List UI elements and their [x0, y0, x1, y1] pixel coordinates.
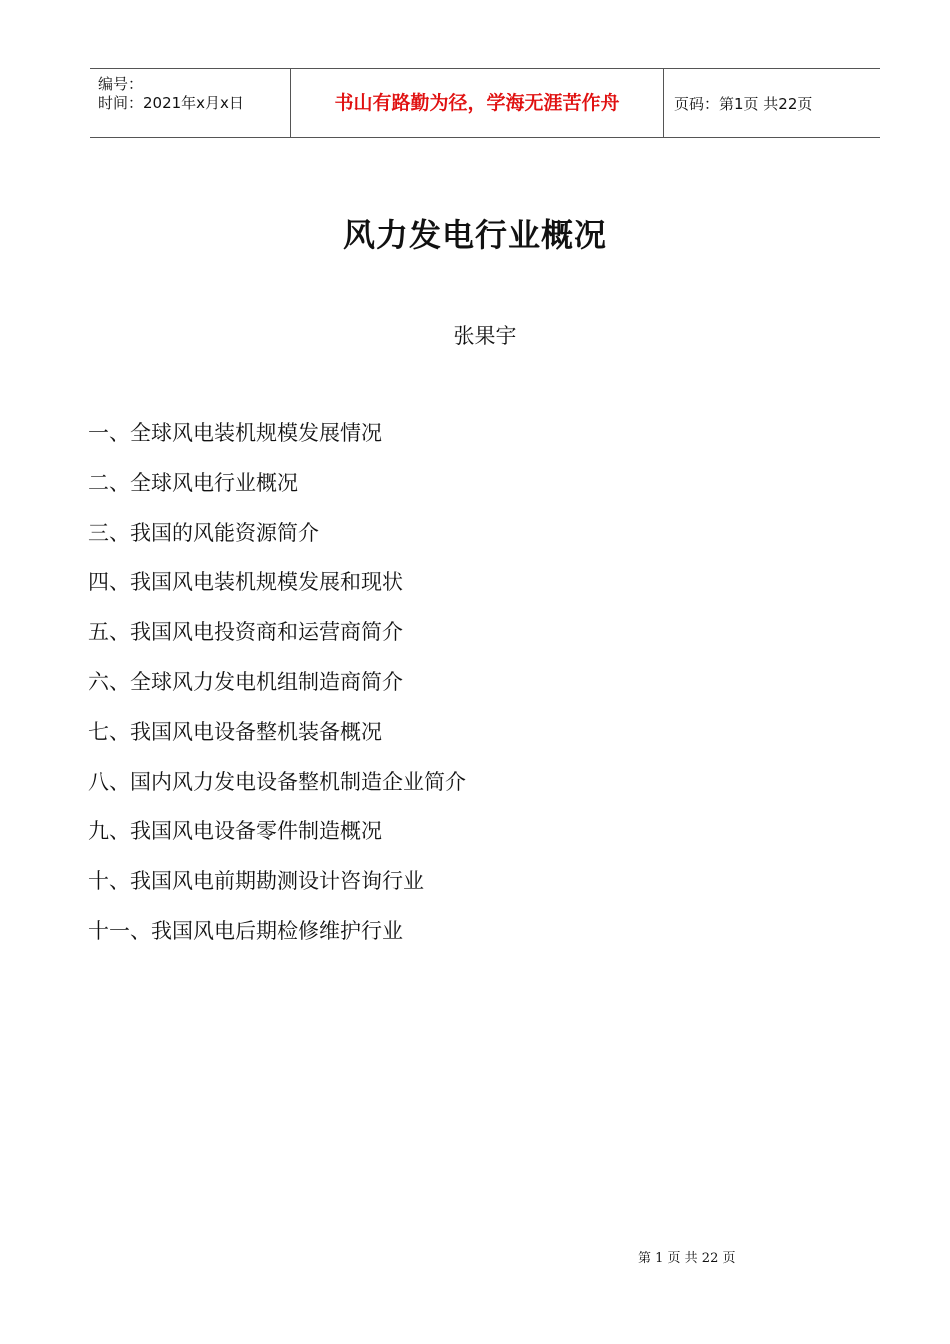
document-title: 风力发电行业概况 — [342, 216, 607, 254]
toc-item: 二、全球风电行业概况 — [88, 470, 298, 495]
time-label: 时间：2021年x月x日 — [98, 94, 244, 112]
toc-item: 九、我国风电设备零件制造概况 — [88, 819, 382, 844]
header-meta-cell — [90, 69, 291, 137]
table-of-contents — [88, 418, 466, 966]
toc-item: 四、我国风电装机规模发展和现状 — [88, 570, 403, 595]
toc-item: 十、我国风电前期勘测设计咨询行业 — [88, 869, 424, 894]
header-page-info: 页码：第1页 共22页 — [674, 95, 813, 113]
motto-text: 书山有路勤为径，学海无涯苦作舟 — [334, 92, 620, 114]
toc-item: 一、全球风电装机规模发展情况 — [88, 421, 382, 445]
header-page-cell — [664, 69, 880, 137]
toc-item: 七、我国风电设备整机装备概况 — [88, 719, 382, 744]
toc-item: 五、我国风电投资商和运营商简介 — [88, 620, 403, 645]
number-label: 编号： — [98, 75, 144, 93]
toc-item: 十一、我国风电后期检修维护行业 — [88, 918, 403, 943]
document-author: 张果宇 — [453, 324, 517, 348]
page-header — [90, 68, 880, 138]
toc-item: 六、全球风力发电机组制造商简介 — [88, 669, 403, 694]
header-motto-cell — [291, 69, 664, 137]
toc-item: 三、我国的风能资源简介 — [88, 520, 319, 545]
page-footer: 第 1 页 共 22 页 — [638, 1251, 736, 1266]
toc-item: 八、国内风力发电设备整机制造企业简介 — [88, 769, 466, 794]
